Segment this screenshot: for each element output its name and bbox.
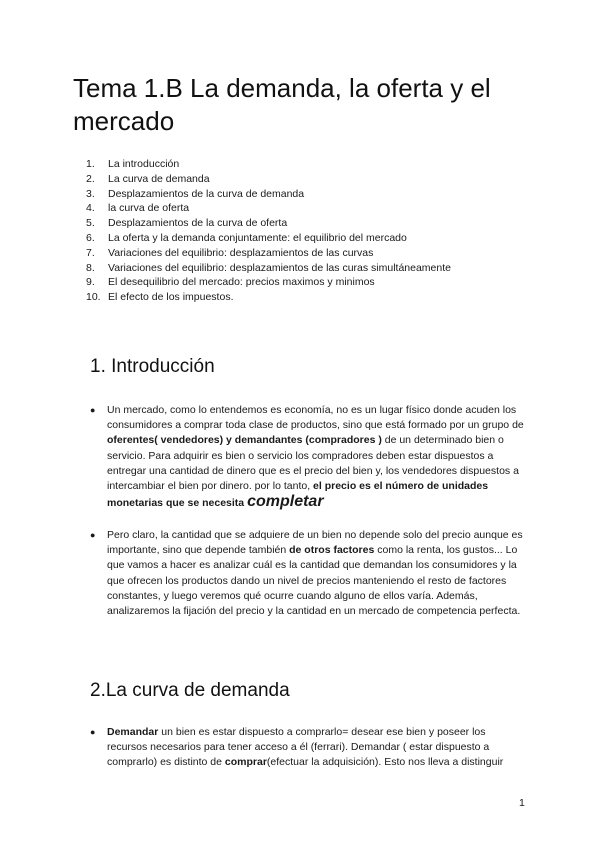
toc-label: Variaciones del equilibrio: desplazamientos de las curvas (108, 246, 374, 259)
text-run: (efectuar la adquisición). Esto nos lleva a distinguir (266, 756, 504, 769)
toc-item (86, 187, 451, 202)
toc-label: Desplazamientos de la curva de oferta (108, 217, 288, 230)
toc-item (86, 201, 451, 216)
toc-item (86, 246, 451, 261)
text-run: de un determinado bien o servicio. Para adquirir es bien o servicio los compradores deben estar dispuestos a entregar una cantidad de dinero que es el precio del bien y, los vendedores dispuestos a intercambiar el bien por dinero. por lo tanto, (107, 434, 519, 493)
section-heading-curva-demanda: 2.La curva de demanda (90, 680, 290, 701)
text-run: un bien es estar dispuesto a comprarlo= desear ese bien y poseer los recursos necesarios para tener acceso a él (ferrari). Demandar ( estar dispuesto a comprarlo) es distinto de (107, 726, 490, 769)
toc-number: 9. (86, 276, 95, 289)
paragraph-demandar (107, 725, 527, 771)
text-run: como la renta, los gustos... Lo que vamos a hacer es analizar cuál es la cantidad que demandan los consumidores y la que ofrecen los productos dando un nivel de precios manteniendo el resto de factores constantes, y luego veremos qué ocurre cuando alguno de ellos varía. Además, analizaremos la fijación del precio y la cantidad en un mercado de competencia perfecta. (107, 544, 521, 618)
bullet-icon: ● (90, 530, 96, 540)
toc-label: Desplazamientos de la curva de demanda (108, 187, 305, 200)
paragraph-mercado (107, 403, 527, 511)
toc-number: 6. (86, 231, 95, 244)
toc-number: 5. (86, 217, 95, 230)
bold-text: oferentes( vendedores) y demandantes (compradores ) (107, 434, 382, 447)
toc-label: La oferta y la demanda conjuntamente: el equilibrio del mercado (108, 231, 407, 244)
table-of-contents (86, 157, 451, 305)
toc-item (86, 231, 451, 246)
toc-number: 2. (86, 172, 95, 185)
bold-text: el precio es el número de unidades monetarias que se necesita (107, 480, 489, 510)
toc-label: Variaciones del equilibrio: desplazamientos de las curas simultáneamente (108, 261, 451, 274)
toc-label: La introducción (108, 158, 180, 170)
text-run: Un mercado, como lo entendemos es economía, no es un lugar físico donde acuden los consumidores a comprar toda clase de productos, sino que está formado por un grupo de (107, 404, 524, 432)
toc-number: 10. (86, 291, 101, 304)
toc-item (86, 261, 451, 276)
toc-number: 1. (86, 158, 95, 170)
document-title: Tema 1.B La demanda, la oferta y el mercado (73, 73, 491, 136)
page-number: 1 (519, 797, 525, 809)
bold-text: Demandar (107, 726, 159, 738)
toc-number: 4. (86, 202, 95, 215)
toc-label: la curva de oferta (108, 202, 190, 215)
toc-number: 8. (86, 261, 95, 274)
toc-item (86, 275, 451, 290)
bold-text: de otros factores (289, 544, 375, 557)
text-run: Pero claro, la cantidad que se adquiere de un bien no depende solo del precio aunque es importante, sino que depende también (107, 529, 523, 557)
bold-text: comprar (224, 756, 267, 769)
toc-item (86, 172, 451, 187)
bullet-icon: ● (90, 727, 96, 737)
toc-label: La curva de demanda (108, 172, 210, 185)
toc-label: El efecto de los impuestos. (108, 291, 234, 304)
paragraph-factores (107, 528, 527, 619)
toc-item (86, 216, 451, 231)
bullet-icon: ● (90, 405, 96, 415)
toc-number: 7. (86, 246, 95, 259)
emphasis-text: completar (247, 493, 324, 511)
toc-item (86, 157, 451, 172)
toc-label: El desequilibrio del mercado: precios maximos y minimos (108, 276, 375, 289)
toc-item (86, 290, 451, 305)
toc-number: 3. (86, 187, 95, 200)
section-heading-introduccion: 1. Introducción (90, 356, 215, 377)
